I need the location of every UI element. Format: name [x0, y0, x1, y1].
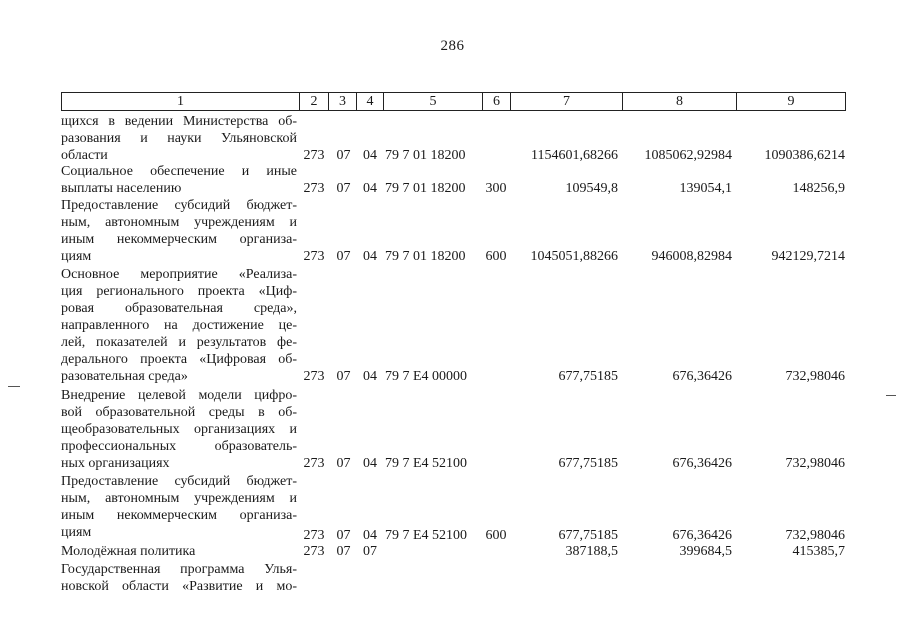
cell-target-article: 79 7 E4 00000 [385, 369, 468, 384]
cell-section: 07 [336, 181, 351, 196]
page-number: 286 [440, 38, 465, 54]
description-line: ция регионального проекта «Циф- [61, 284, 297, 299]
cell-amount-col8: 139054,1 [679, 181, 732, 196]
margin-mark-right [886, 395, 896, 396]
cell-admin-code: 273 [303, 181, 325, 196]
cell-amount-col9: 1090386,6214 [764, 148, 845, 163]
cell-target-article: 79 7 01 18200 [385, 148, 466, 163]
cell-amount-col9: 148256,9 [792, 181, 845, 196]
cell-target-article: 79 7 E4 52100 [385, 528, 468, 543]
cell-admin-code: 273 [303, 369, 325, 384]
description-line: циям [61, 249, 92, 264]
cell-admin-code: 273 [303, 456, 325, 471]
cell-subsection: 04 [363, 456, 377, 471]
header-cell-5: 5 [383, 92, 482, 111]
description-line: направленного на достижение це- [61, 318, 297, 333]
cell-amount-col8: 946008,82984 [651, 249, 732, 264]
cell-subsection: 04 [363, 181, 377, 196]
header-cell-1: 1 [61, 92, 299, 111]
row-description [61, 388, 297, 472]
description-line: Внедрение целевой модели цифро- [61, 388, 297, 403]
description-line: Государственная программа Улья- [61, 562, 297, 577]
description-line: иным некоммерческим организа- [61, 508, 297, 523]
cell-target-article: 79 7 01 18200 [385, 181, 466, 196]
description-line: Предоставление субсидий бюджет- [61, 474, 297, 489]
cell-section: 07 [336, 249, 351, 264]
cell-section: 07 [336, 456, 351, 471]
description-line: Молодёжная политика [61, 544, 196, 559]
cell-expense-type: 300 [485, 181, 507, 196]
cell-amount-col7: 387188,5 [565, 544, 618, 559]
cell-amount-col9: 732,98046 [785, 456, 845, 471]
description-line: разовательная среда» [61, 369, 188, 384]
cell-target-article: 79 7 01 18200 [385, 249, 466, 264]
cell-subsection: 04 [363, 528, 377, 543]
cell-admin-code: 273 [303, 148, 325, 163]
description-line: ным, автономным учреждениям и [61, 491, 297, 506]
row-description [61, 164, 297, 197]
description-line: профессиональных образователь- [61, 439, 297, 454]
cell-expense-type: 600 [485, 249, 507, 264]
cell-amount-col7: 109549,8 [565, 181, 618, 196]
cell-amount-col8: 1085062,92984 [644, 148, 732, 163]
header-cell-7: 7 [510, 92, 622, 111]
cell-subsection: 07 [363, 544, 377, 559]
row-description [61, 544, 297, 560]
cell-section: 07 [336, 528, 351, 543]
row-description [61, 562, 297, 596]
cell-amount-col7: 677,75185 [558, 456, 618, 471]
cell-subsection: 04 [363, 369, 377, 384]
row-description [61, 198, 297, 265]
cell-section: 07 [336, 369, 351, 384]
cell-section: 07 [336, 544, 351, 559]
cell-amount-col9: 942129,7214 [771, 249, 845, 264]
cell-admin-code: 273 [303, 544, 325, 559]
cell-admin-code: 273 [303, 528, 325, 543]
cell-target-article: 79 7 E4 52100 [385, 456, 468, 471]
cell-subsection: 04 [363, 249, 377, 264]
cell-amount-col8: 676,36426 [672, 369, 732, 384]
description-line: Основное мероприятие «Реализа- [61, 267, 297, 282]
cell-amount-col8: 676,36426 [672, 456, 732, 471]
description-line: лей, показателей и результатов фе- [61, 335, 297, 350]
cell-expense-type: 600 [485, 528, 507, 543]
row-description [61, 114, 297, 164]
cell-amount-col8: 399684,5 [679, 544, 732, 559]
cell-amount-col8: 676,36426 [672, 528, 732, 543]
header-cell-3: 3 [328, 92, 356, 111]
cell-amount-col9: 732,98046 [785, 369, 845, 384]
cell-amount-col7: 1154601,68266 [531, 148, 618, 163]
cell-amount-col7: 1045051,88266 [530, 249, 618, 264]
cell-amount-col9: 415385,7 [792, 544, 845, 559]
description-line: Предоставление субсидий бюджет- [61, 198, 297, 213]
description-line: Социальное обеспечение и иные [61, 164, 297, 179]
description-line: новской области «Развитие и мо- [61, 579, 297, 594]
cell-amount-col7: 677,75185 [558, 528, 618, 543]
description-line: щихся в ведении Министерства об- [61, 114, 297, 129]
row-description [61, 474, 297, 541]
description-line: циям [61, 525, 92, 540]
description-line: дерального проекта «Цифровая об- [61, 352, 297, 367]
header-cell-8: 8 [622, 92, 736, 111]
description-line: ных организациях [61, 456, 170, 471]
description-line: разования и науки Ульяновской [61, 131, 297, 146]
cell-subsection: 04 [363, 148, 377, 163]
cell-amount-col9: 732,98046 [785, 528, 845, 543]
description-line: области [61, 148, 108, 163]
cell-section: 07 [336, 148, 351, 163]
header-cell-2: 2 [299, 92, 328, 111]
description-line: выплаты населению [61, 181, 182, 196]
cell-admin-code: 273 [303, 249, 325, 264]
description-line: ровая образовательная среда», [61, 301, 297, 316]
description-line: ным, автономным учреждениям и [61, 215, 297, 230]
margin-mark-left [8, 386, 20, 387]
header-cell-6: 6 [482, 92, 510, 111]
header-cell-9: 9 [736, 92, 846, 111]
cell-amount-col7: 677,75185 [558, 369, 618, 384]
description-line: вой образовательной среды в об- [61, 405, 297, 420]
description-line: иным некоммерческим организа- [61, 232, 297, 247]
row-description [61, 267, 297, 385]
description-line: щеобразовательных организациях и [61, 422, 297, 437]
header-cell-4: 4 [356, 92, 383, 111]
